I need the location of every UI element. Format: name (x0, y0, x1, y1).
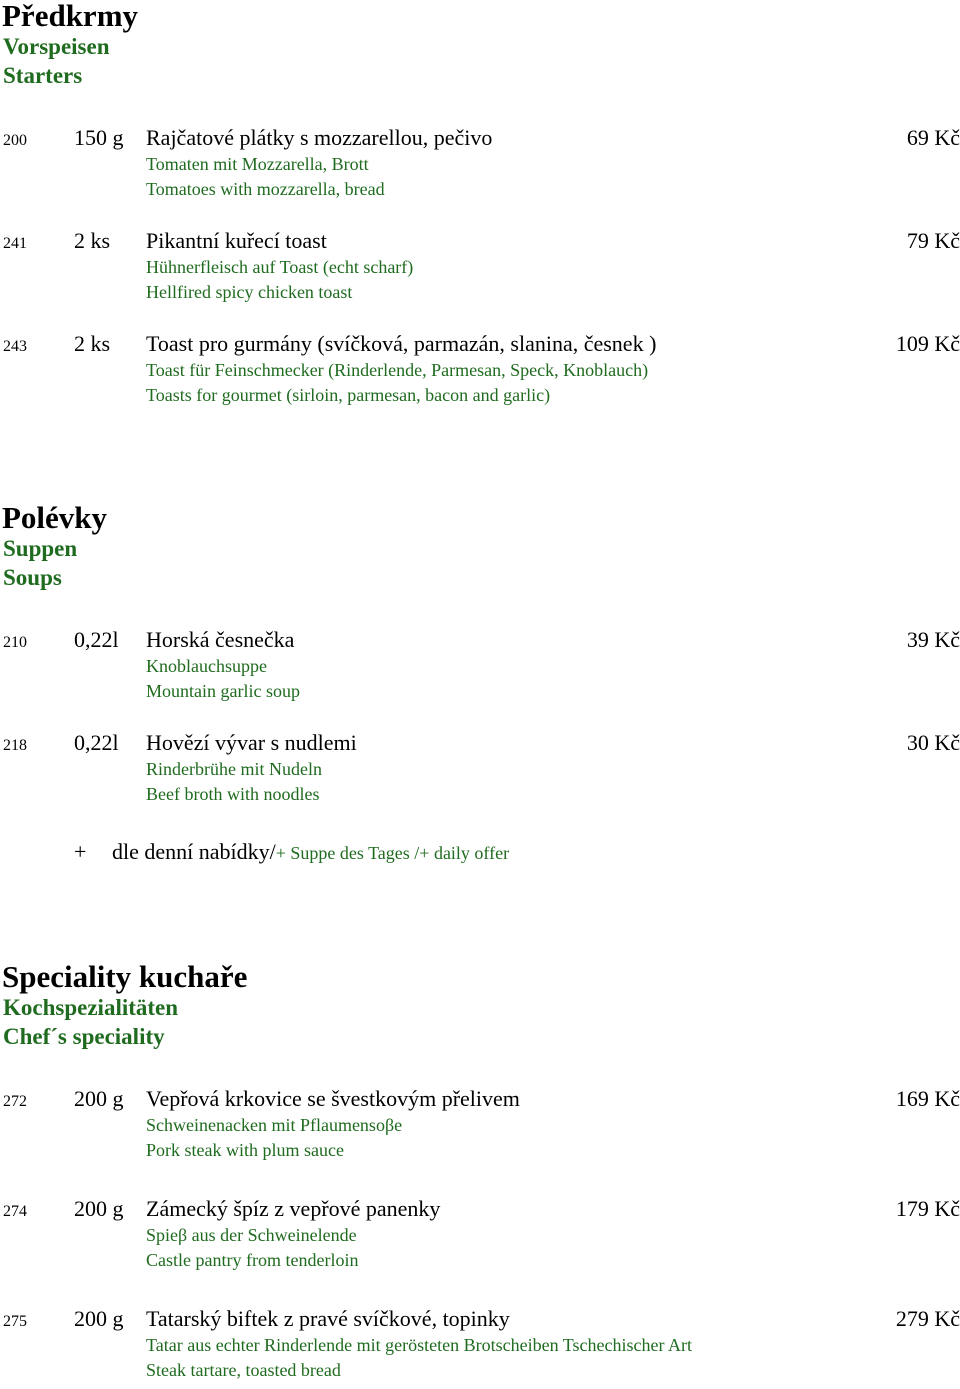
item-price: 30 Kč (906, 730, 960, 755)
section-chef-speciality (0, 961, 960, 1389)
item-quantity: 0,22l (74, 627, 119, 652)
item-name-en: Toasts for gourmet (sirloin, parmesan, bacon and garlic) (146, 385, 551, 405)
item-code: 218 (3, 737, 27, 754)
item-name-en: Pork steak with plum sauce (146, 1140, 344, 1160)
item-name-en: Tomatoes with mozzarella, bread (146, 179, 385, 199)
menu-item (0, 723, 960, 826)
menu-item (0, 1299, 960, 1389)
section-title: Speciality kuchaře (2, 959, 248, 994)
item-name: Vepřová krkovice se švestkovým přelivem (146, 1086, 520, 1111)
item-name-en: Castle pantry from tenderloin (146, 1250, 359, 1270)
menu-item (0, 1079, 960, 1189)
section-title: Předkrmy (2, 0, 139, 33)
section-subtitle-de: Kochspezialitäten (3, 995, 179, 1020)
item-price: 39 Kč (906, 627, 960, 652)
section-subtitle-en: Chef´s speciality (3, 1024, 165, 1049)
item-name: Hovězí vývar s nudlemi (146, 730, 357, 755)
menu-item (0, 1189, 960, 1299)
item-name: Toast pro gurmány (svíčková, parmazán, slanina, česnek ) (146, 331, 657, 356)
menu-item (0, 118, 960, 221)
item-code: 274 (3, 1203, 27, 1220)
daily-plus: + (74, 839, 87, 864)
item-name-de: Tatar aus echter Rinderlende mit gerösteten Brotscheiben Tschechischer Art (146, 1335, 692, 1355)
item-price: 109 Kč (895, 331, 960, 356)
item-quantity: 0,22l (74, 730, 119, 755)
item-name-de: Toast für Feinschmecker (Rinderlende, Parmesan, Speck, Knoblauch) (146, 360, 649, 380)
section-starters (0, 0, 960, 427)
item-name-en: Beef broth with noodles (146, 784, 320, 804)
item-quantity: 150 g (74, 125, 124, 150)
item-name-en: Steak tartare, toasted bread (146, 1360, 341, 1380)
menu-item (0, 324, 960, 427)
item-quantity: 200 g (74, 1306, 124, 1331)
daily-soup-offer (74, 838, 509, 867)
item-price: 179 Kč (895, 1196, 960, 1221)
daily-offer-de-en: + Suppe des Tages /+ daily offer (275, 843, 510, 863)
item-quantity: 200 g (74, 1196, 124, 1221)
item-name-de: Knoblauchsuppe (146, 656, 267, 676)
item-price: 79 Kč (906, 228, 960, 253)
section-soups (0, 500, 960, 864)
menu-item (0, 221, 960, 324)
item-code: 241 (3, 235, 27, 252)
item-name: Zámecký špíz z vepřové panenky (146, 1196, 441, 1221)
section-subtitle-en: Soups (3, 565, 62, 590)
item-price: 169 Kč (895, 1086, 960, 1111)
item-code: 200 (3, 132, 27, 149)
item-name: Pikantní kuřecí toast (146, 228, 327, 253)
item-code: 243 (3, 338, 27, 355)
item-name-de: Rinderbrühe mit Nudeln (146, 759, 322, 779)
item-name-de: Schweinenacken mit Pflaumensoβe (146, 1115, 403, 1135)
item-name-en: Hellfired spicy chicken toast (146, 282, 353, 302)
section-subtitle-de: Suppen (3, 536, 78, 561)
item-code: 275 (3, 1313, 27, 1330)
daily-offer-cz: dle denní nabídky/ (112, 839, 276, 864)
section-title: Polévky (2, 500, 108, 535)
item-quantity: 2 ks (74, 228, 111, 253)
item-code: 272 (3, 1093, 27, 1110)
item-name: Tatarský biftek z pravé svíčkové, topinky (146, 1306, 510, 1331)
item-name-de: Hühnerfleisch auf Toast (echt scharf) (146, 257, 414, 277)
item-name-de: Spieβ aus der Schweinelende (146, 1225, 357, 1245)
item-code: 210 (3, 634, 27, 651)
item-name-en: Mountain garlic soup (146, 681, 300, 701)
section-subtitle-de: Vorspeisen (3, 34, 110, 59)
section-subtitle-en: Starters (3, 63, 83, 88)
menu-item (0, 620, 960, 723)
item-price: 279 Kč (895, 1306, 960, 1331)
item-name: Rajčatové plátky s mozzarellou, pečivo (146, 125, 493, 150)
item-price: 69 Kč (906, 125, 960, 150)
item-name: Horská česnečka (146, 627, 295, 652)
item-name-de: Tomaten mit Mozzarella, Brott (146, 154, 369, 174)
item-quantity: 2 ks (74, 331, 111, 356)
item-quantity: 200 g (74, 1086, 124, 1111)
